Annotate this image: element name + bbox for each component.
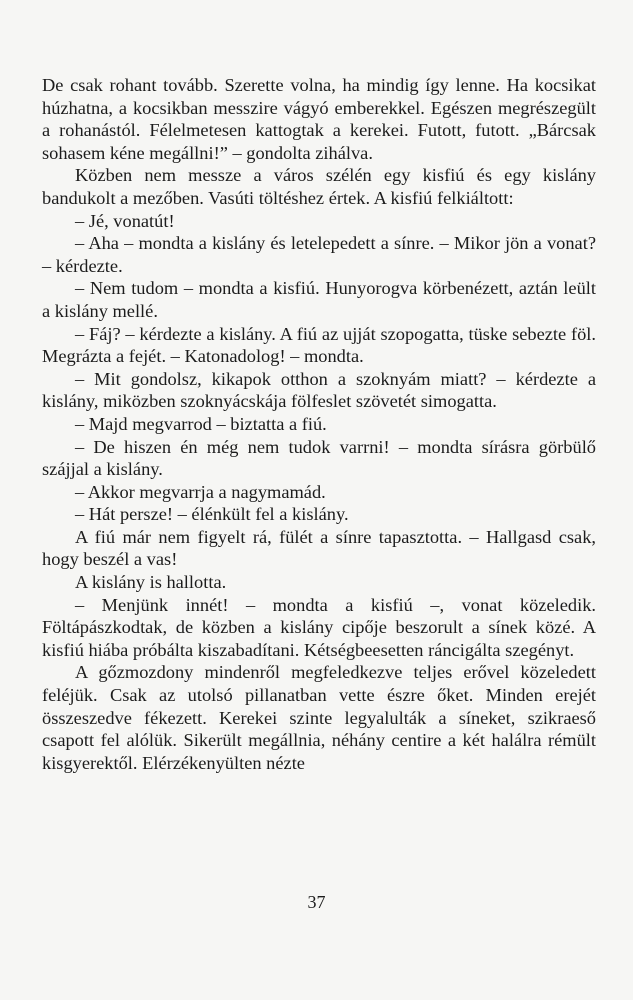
paragraph-7: – Mit gondolsz, kikapok otthon a szoknyám miatt? – kérdezte a kislány, miközben szoknyácskája fölfeslet szövetét simogatta. — [42, 368, 596, 412]
paragraph-9: – De hiszen én még nem tudok varrni! – mondta sírásra görbülő szájjal a kislány. — [42, 436, 596, 480]
paragraph-4: – Aha – mondta a kislány és letelepedett a sínre. – Mikor jön a vonat? – kérdezte. — [42, 233, 596, 276]
paragraph-3: – Jé, vonatút! — [75, 210, 175, 231]
paragraph-2: Közben nem messze a város szélén egy kisfiú és egy kislány bandukolt a mezőben. Vasúti töltéshez értek. A kisfiú felkiáltott: — [42, 165, 596, 208]
page-body-text — [42, 74, 596, 774]
paragraph-6: – Fáj? – kérdezte a kislány. A fiú az ujját szopogatta, tüske sebezte föl. Megrázta a fejét. – Katonadolog! – mondta. — [42, 323, 596, 367]
paragraph-8: – Majd megvarrod – biztatta a fiú. — [75, 413, 327, 434]
paragraph-10: – Akkor megvarrja a nagymamád. — [75, 481, 326, 502]
paragraph-14: – Menjünk innét! – mondta a kisfiú –, vonat közeledik. Föltápászkodtak, de közben a kislány cipője beszorult a sínek közé. A kisfiú hiába próbálta kiszabadítani. Kétségbeesetten ráncigálta szegényt. — [42, 594, 596, 660]
page-number: 37 — [307, 892, 326, 912]
paragraph-11: – Hát persze! – élénkült fel a kislány. — [75, 504, 349, 525]
paragraph-15: A gőzmozdony mindenről megfeledkezve teljes erővel közeledett feléjük. Csak az utolsó pillanatban vette észre őket. Minden erejét összeszedve fékezett. Kerekei szinte legyalulták a síneket, szikraeső csapott fel alólük. Sikerült megállnia, néhány centire a két halálra rémült kisgyerektől. Elérzékenyülten nézte — [42, 662, 596, 773]
paragraph-12: A fiú már nem figyelt rá, fülét a sínre tapasztotta. – Hallgasd csak, hogy beszél a vas! — [42, 526, 596, 570]
paragraph-1: De csak rohant tovább. Szerette volna, ha mindig így lenne. Ha kocsikat húzhatna, a kocsikban messzire vágyó emberekkel. Egészen megrészegült a rohanástól. Félelmetesen kattogtak a kerekei. Futott, futott. „Bárcsak sohasem kéne megállni!” – gondolta zihálva. — [42, 75, 596, 163]
paragraph-5: – Nem tudom – mondta a kisfiú. Hunyorogva körbenézett, aztán leült a kislány mellé. — [42, 278, 596, 321]
paragraph-13: A kislány is hallotta. — [75, 572, 227, 593]
